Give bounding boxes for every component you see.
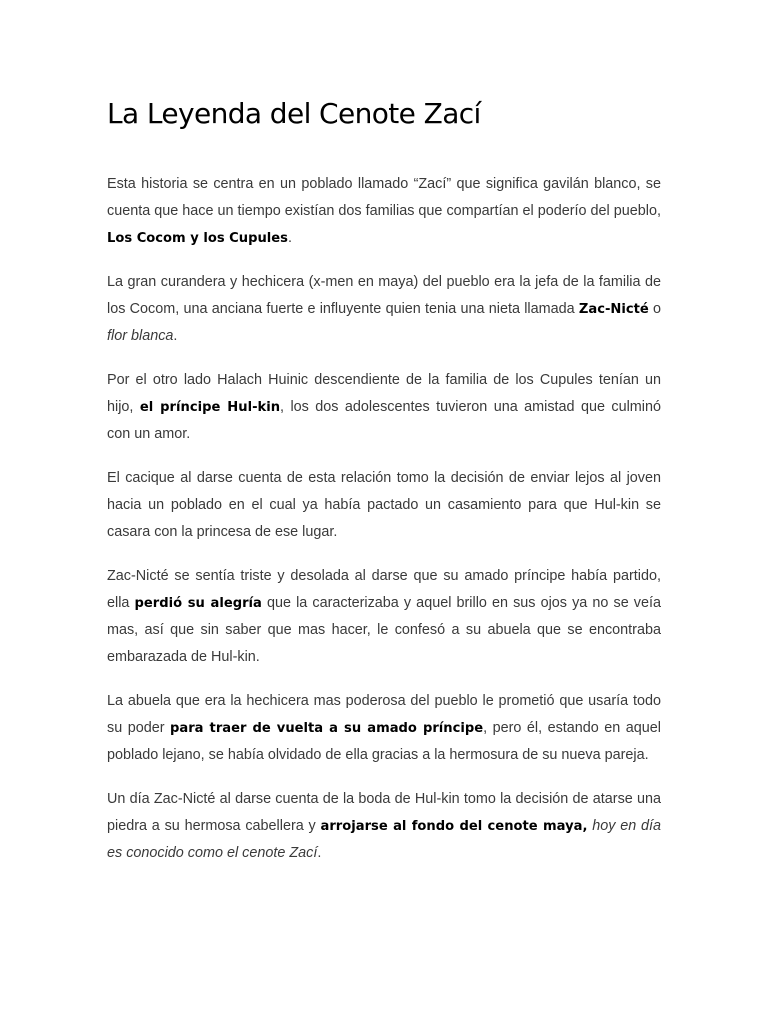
paragraph-text: . — [173, 328, 178, 344]
paragraph-text: o — [648, 301, 661, 317]
paragraph-text: , pero él, estando en aquel poblado lejano, se había olvidado de ella gracias a la hermosura de su nueva pareja. — [107, 720, 661, 763]
italic-phrase: flor blanca — [107, 328, 174, 344]
bold-phrase: Zac-Nicté — [578, 302, 649, 317]
bold-phrase: Los Cocom y los Cupules — [107, 231, 288, 246]
document-title: La Leyenda del Cenote Zací — [107, 97, 481, 130]
paragraph-text: La abuela que era la hechicera mas poderosa del pueblo le prometió que usaría todo su poder — [107, 693, 661, 736]
paragraph-text: . — [317, 845, 322, 861]
bold-phrase: arrojarse al fondo del cenote maya, — [320, 819, 588, 834]
paragraph — [107, 269, 661, 350]
paragraph — [107, 171, 661, 252]
paragraph — [107, 465, 661, 546]
paragraph — [107, 786, 661, 867]
paragraph-text: , los dos adolescentes tuvieron una amistad que culminó con un amor. — [107, 399, 661, 442]
paragraph-text: El cacique al darse cuenta de esta relación tomo la decisión de enviar lejos al joven hacia un poblado en el cual ya había pactado un casamiento para que Hul-kin se casara con la princesa de ese lugar. — [107, 470, 661, 540]
paragraph — [107, 563, 661, 671]
paragraph-text: que la caracterizaba y aquel brillo en sus ojos ya no se veía mas, así que sin saber que mas hacer, le confesó a su abuela que se encontraba embarazada de Hul-kin. — [107, 595, 661, 665]
paragraph — [107, 367, 661, 448]
paragraph-text: . — [287, 230, 292, 246]
paragraph-text: Esta historia se centra en un poblado llamado “Zací” que significa gavilán blanco, se cuenta que hace un tiempo existían dos familias que compartían el poderío del pueblo, — [107, 176, 661, 219]
paragraph-text: Zac-Nicté se sentía triste y desolada al darse que su amado príncipe había partido, ella — [107, 568, 661, 611]
paragraph-text: Por el otro lado Halach Huinic descendiente de la familia de los Cupules tenían un hijo, — [107, 372, 661, 415]
bold-phrase: el príncipe Hul-kin — [139, 400, 281, 415]
paragraph-text: La gran curandera y hechicera (x-men en maya) del pueblo era la jefa de la familia de los Cocom, una anciana fuerte e influyente quien tenia una nieta llamada — [107, 274, 661, 317]
document-body — [107, 171, 661, 884]
bold-phrase: para traer de vuelta a su amado príncipe — [170, 721, 484, 736]
bold-phrase: perdió su alegría — [134, 596, 262, 611]
paragraph-text: Un día Zac-Nicté al darse cuenta de la boda de Hul-kin tomo la decisión de atarse una piedra a su hermosa cabellera y — [107, 791, 661, 834]
paragraph — [107, 688, 661, 769]
italic-phrase: hoy en día es conocido como el cenote Zací — [107, 818, 662, 861]
